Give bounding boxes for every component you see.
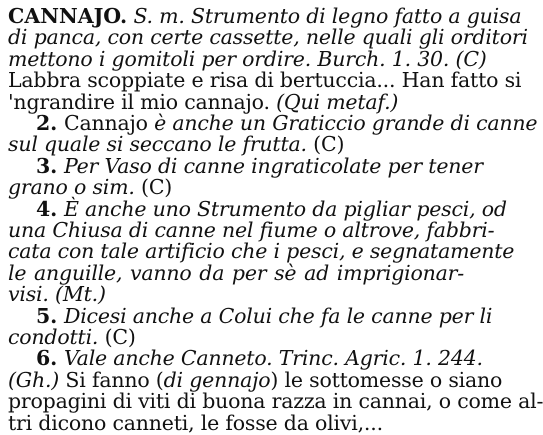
text-segment: condotti. <box>8 325 105 349</box>
text-line <box>36 111 538 135</box>
text-segment: Per Vaso di canne ingraticolate per tener <box>63 153 483 178</box>
sense-number: 2. <box>36 111 64 135</box>
text-segment: (C) <box>313 132 345 157</box>
text-segment: propagini di viti di buona razza in cannai, o come al- <box>8 389 543 414</box>
text-segment: È anche uno Strumento da pigliar pesci, od <box>63 196 507 221</box>
text-line <box>8 132 464 156</box>
text-line <box>36 196 507 221</box>
text-segment: mettono i gomitoli per ordire. Burch. 1. 30. (C) <box>8 46 487 71</box>
text-line <box>8 175 464 199</box>
text-segment: (Gh.) <box>8 367 66 392</box>
text-line <box>36 303 493 328</box>
headword: CANNAJO. <box>8 4 128 28</box>
text-line <box>8 46 487 71</box>
text-line <box>8 411 464 435</box>
text-line <box>8 325 464 349</box>
text-line <box>8 239 515 264</box>
text-segment: ) le sottomesse o siano <box>270 367 503 392</box>
text-segment: di panca, con certe cassette, nelle quali gli orditori <box>8 25 528 50</box>
text-line <box>8 261 464 285</box>
text-line <box>8 389 543 414</box>
text-segment: Dicesi anche a Colui che fa le canne per li <box>63 303 493 328</box>
text-segment: Si fanno ( <box>65 367 164 392</box>
text-segment: 'ngrandire il mio cannajo. <box>8 89 277 114</box>
text-segment: Labbra scoppiate e risa di bertuccia... Han fatto si <box>8 68 522 93</box>
text-line <box>36 346 483 371</box>
text-segment: S. m. Strumento di legno fatto a guisa <box>133 4 522 28</box>
sense-number: 3. <box>36 153 64 178</box>
text-segment: una Chiusa di canne nel fiume o altrove, fabbri- <box>8 218 495 242</box>
text-line <box>8 282 464 306</box>
sense-number: 4. <box>36 196 64 221</box>
text-line <box>8 218 495 242</box>
text-line <box>36 153 483 178</box>
text-segment: (Qui metaf.) <box>276 89 399 114</box>
text-segment: sul quale si seccano le frutta. <box>8 132 314 157</box>
text-segment: (C) <box>104 325 136 349</box>
text-segment: Cannajo <box>63 111 155 135</box>
text-segment: (C) <box>141 175 173 200</box>
text-segment: di gennajo <box>163 367 271 392</box>
text-line <box>8 25 528 50</box>
text-line <box>8 68 522 93</box>
text-segment: visi. (Mt.) <box>8 282 106 307</box>
text-line <box>8 90 464 114</box>
text-segment: cata con tale artificio che i pesci, e segnatamente <box>8 239 515 264</box>
text-segment: le anguille, vanno da per sè ad imprigionar- <box>8 260 464 285</box>
text-segment: grano o sim. <box>8 175 142 200</box>
text-segment: tri dicono canneti, le fosse da olivi,... <box>8 410 383 435</box>
sense-number: 5. <box>36 303 64 328</box>
text-segment: è anche un Graticcio grande di canne <box>154 111 538 135</box>
sense-number: 6. <box>36 346 64 371</box>
text-line <box>8 367 503 392</box>
text-line <box>8 4 522 28</box>
text-segment: Vale anche Canneto. Trinc. Agric. 1. 244. <box>63 346 483 371</box>
